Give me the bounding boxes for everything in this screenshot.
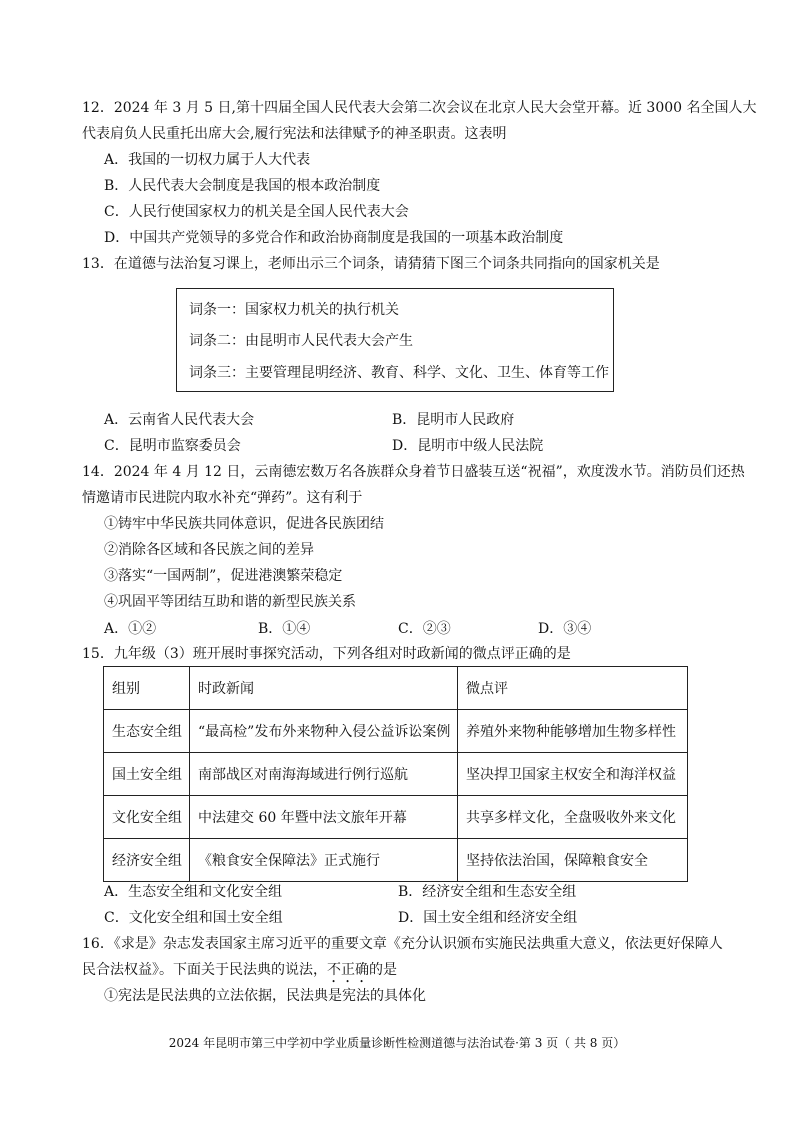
q16-emphasis-not-correct: 不正确: [327, 962, 369, 978]
cell-news: 南部战区对南海海域进行例行巡航: [190, 753, 458, 796]
q14-item-3: ③落实“一国两制”，促进港澳繁荣稳定: [104, 568, 343, 584]
cell-group: 经济安全组: [104, 839, 190, 882]
q14-option-b: B．①④: [258, 621, 311, 637]
q13-clue-box: [176, 288, 614, 392]
q12-stem-line1: 12．2024 年 3 月 5 日,第十四届全国人民代表大会第二次会议在北京人民大会堂开幕。近 3000 名全国人大: [82, 100, 757, 116]
cell-group: 生态安全组: [104, 710, 190, 753]
cell-news: 《粮食安全保障法》正式施行: [190, 839, 458, 882]
q16-stem-line2-post: 的是: [369, 962, 397, 978]
q16-stem-line2-pre: 民合法权益》。下面关于民法典的说法，: [82, 962, 327, 978]
table-row: [104, 753, 688, 796]
table-row: [104, 710, 688, 753]
q13-option-d: D．昆明市中级人民法院: [392, 438, 544, 454]
table-row: [104, 839, 688, 882]
q15-option-b: B．经济安全组和生态安全组: [398, 884, 577, 900]
header-news: 时政新闻: [190, 667, 458, 710]
q14-item-2: ②消除各区域和各民族之间的差异: [104, 542, 314, 558]
q14-option-d: D．③④: [538, 621, 592, 637]
q12-stem-line2: 代表肩负人民重托出席大会,履行宪法和法律赋予的神圣职责。这表明: [82, 126, 507, 142]
q14-stem-line1: 14．2024 年 4 月 12 日，云南德宏数万名各族群众身着节日盛装互送“祝福”，欢度泼水节。消防员们还热: [82, 464, 745, 480]
cell-comment: 坚持依法治国，保障粮食安全: [458, 839, 688, 882]
page-footer: 2024 年昆明市第三中学初中学业质量诊断性检测道德与法治试卷·第 3 页（ 共 8 页）: [168, 1036, 626, 1050]
cell-comment: 坚决捍卫国家主权安全和海洋权益: [458, 753, 688, 796]
q15-option-a: A．生态安全组和文化安全组: [104, 884, 283, 900]
cell-comment: 养殖外来物种能够增加生物多样性: [458, 710, 688, 753]
q14-item-4: ④巩固平等团结互助和谐的新型民族关系: [104, 594, 356, 610]
q15-option-c: C．文化安全组和国土安全组: [104, 910, 283, 926]
q14-option-c: C．②③: [398, 621, 451, 637]
q15-stem: 15．九年级（3）班开展时事探究活动，下列各组对时政新闻的微点评正确的是: [82, 646, 571, 662]
q16-stem-line2: [82, 960, 397, 986]
q12-option-a: A．我国的一切权力属于人大代表: [104, 152, 311, 168]
q13-option-a: A．云南省人民代表大会: [104, 412, 255, 428]
q12-option-b: B．人民代表大会制度是我国的根本政治制度: [104, 178, 381, 194]
q15-option-d: D．国土安全组和经济安全组: [398, 910, 578, 926]
q16-item-1: ①宪法是民法典的立法依据，民法典是宪法的具体化: [104, 988, 426, 1004]
q13-option-c: C．昆明市监察委员会: [104, 438, 241, 454]
q13-clue-3: 词条三：主要管理昆明经济、教育、科学、文化、卫生、体育等工作: [189, 365, 609, 381]
q13-stem: 13．在道德与法治复习课上，老师出示三个词条，请猜猜下图三个词条共同指向的国家机关是: [82, 256, 660, 272]
table-header-row: [104, 667, 688, 710]
q16-stem-line1: 16．《求是》杂志发表国家主席习近平的重要文章《充分认识颁布实施民法典重大意义，依法更好保障人: [82, 936, 723, 952]
q15-news-table: [103, 666, 688, 882]
q13-option-b: B．昆明市人民政府: [392, 412, 515, 428]
cell-comment: 共享多样文化，全盘吸收外来文化: [458, 796, 688, 839]
q14-item-1: ①铸牢中华民族共同体意识，促进各民族团结: [104, 516, 384, 532]
header-comment: 微点评: [458, 667, 688, 710]
q14-stem-line2: 情邀请市民进院内取水补充“弹药”。这有利于: [82, 490, 363, 506]
header-group: 组别: [104, 667, 190, 710]
cell-group: 国土安全组: [104, 753, 190, 796]
table-row: [104, 796, 688, 839]
cell-group: 文化安全组: [104, 796, 190, 839]
q12-option-c: C．人民行使国家权力的机关是全国人民代表大会: [104, 204, 409, 220]
q13-clue-2: 词条二：由昆明市人民代表大会产生: [189, 333, 413, 349]
q13-clue-1: 词条一：国家权力机关的执行机关: [189, 302, 399, 318]
q12-option-d: D．中国共产党领导的多党合作和政治协商制度是我国的一项基本政治制度: [104, 230, 564, 246]
cell-news: “最高检”发布外来物种入侵公益诉讼案例: [190, 710, 458, 753]
cell-news: 中法建交 60 年暨中法文旅年开幕: [190, 796, 458, 839]
q14-option-a: A．①②: [104, 621, 157, 637]
